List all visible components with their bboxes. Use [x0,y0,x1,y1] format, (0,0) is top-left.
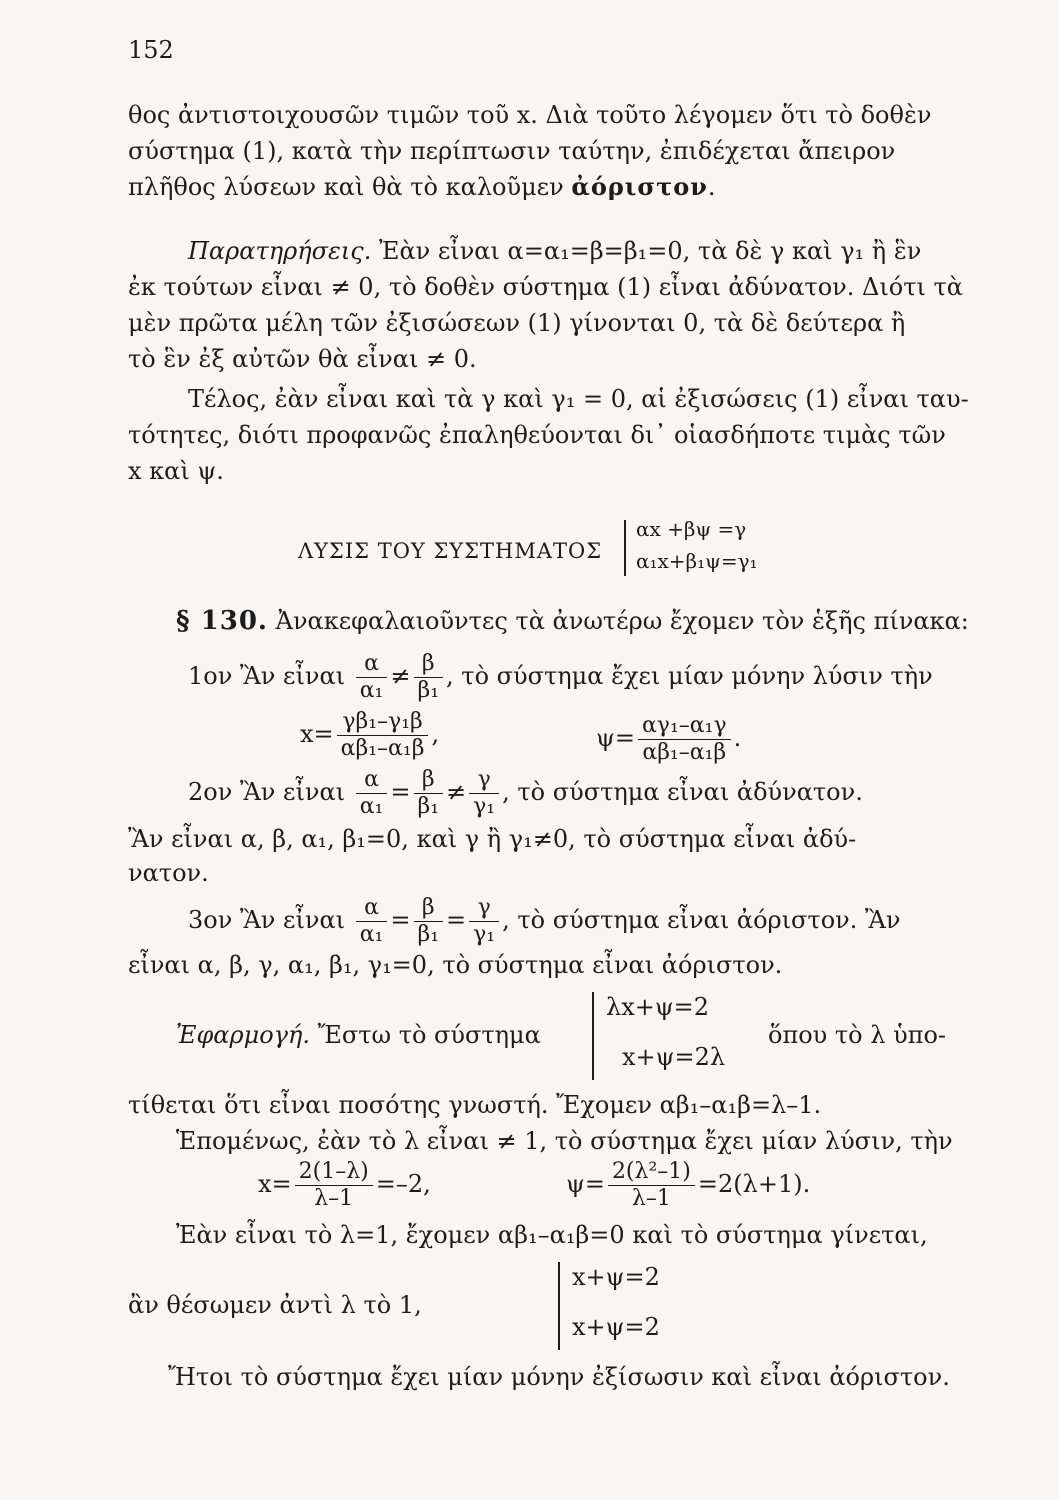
solution-y [596,712,741,766]
section-number: § 130. [176,606,268,636]
fraction-denominator: αβ₁–α₁β [340,736,425,761]
fraction-denominator: β₁ [417,794,440,819]
fraction-numerator: 2(λ²–1) [608,1159,695,1186]
case-3-text: , τὸ σύστημα εἶναι ἀόριστον. Ἂν [502,906,901,934]
text-line-9: τότητες, διότι προφανῶς ἐπαληθεύονται δι᾽ οἱασδήποτε τιμὰς τῶν [128,421,946,449]
fraction-beta [414,651,444,704]
fraction-denominator: γ₁ [473,794,496,819]
fraction-alpha [356,895,388,948]
text-line-1: θος ἀντιστοιχουσῶν τιμῶν τοῦ x. Διὰ τοῦτο λέγομεν ὅτι τὸ δοθὲν [128,101,932,129]
fraction-denominator: α₁ [359,922,384,947]
application-line [176,1020,541,1050]
case-2-line [188,766,863,820]
fraction-app-y [608,1159,695,1212]
y-result: =2(λ+1). [697,1170,811,1198]
solution-x [300,708,439,762]
case-1-line [188,650,933,704]
fraction-numerator: γ [469,767,499,794]
final-eq-2: x+ψ=2 [572,1313,660,1341]
equal-sign: = [390,906,411,934]
fraction-numerator: α [356,651,388,678]
application-line-5: ἂν θέσωμεν ἀντὶ λ τὸ 1, [128,1291,422,1319]
page-number: 152 [128,36,174,64]
case-1-label: 1ον Ἂν εἶναι [188,662,346,690]
final-eq-1: x+ψ=2 [572,1263,660,1291]
fraction-gamma [469,767,499,820]
fraction-app-x [295,1159,373,1212]
application-brace [592,992,594,1080]
fraction-numerator: γβ₁–γ₁β [337,709,429,736]
application-eq-2: x+ψ=2λ [622,1043,726,1071]
fraction-alpha [356,767,388,820]
text-line-8: Τέλος, ἐὰν εἶναι καὶ τὰ γ καὶ γ₁ = 0, αἱ ἐξισώσεις (1) εἶναι ταυ- [188,385,969,413]
application-line-3: Ἑπομένως, ἐὰν τὸ λ εἶναι ≠ 1, τὸ σύστημα ἔχει μίαν λύσιν, τὴν [176,1127,953,1155]
x-label: x= [258,1170,292,1198]
case-3-label: 3ον Ἂν εἶναι [188,906,346,934]
fraction-x [337,709,429,762]
fraction-denominator: α₁ [359,794,384,819]
text-line-2: σύστημα (1), κατὰ τὴν περίπτωσιν ταύτην, ἐπιδέχεται ἄπειρον [128,137,896,165]
fraction-numerator: β [414,895,444,922]
remarks-text: Ἐὰν εἶναι α=α₁=β=β₁=0, τὰ δὲ γ καὶ γ₁ ἢ ἓν [371,237,922,265]
application-title: Ἐφαρμογή. [176,1021,310,1049]
fraction-numerator: α [356,895,388,922]
fraction-denominator: α₁ [359,678,384,703]
y-label: ψ= [566,1170,605,1198]
y-label: ψ= [596,724,635,752]
fraction-denominator: β₁ [417,678,440,703]
fraction-numerator: β [414,651,444,678]
x-result: =–2, [375,1170,431,1198]
not-equal-sign: ≠ [446,778,467,806]
remarks-title: Παρατηρήσεις. [188,237,372,265]
application-line-4: Ἐὰν εἶναι τὸ λ=1, ἔχομεν αβ₁–α₁β=0 καὶ τὸ σύστημα γίνεται, [176,1221,928,1249]
text-line-3-start: πλῆθος λύσεων καὶ θὰ τὸ καλοῦμεν [128,173,572,201]
text-line-5: ἐκ τούτων εἶναι ≠ 0, τὸ δοθὲν σύστημα (1) εἶναι ἀδύνατον. Διότι τὰ [128,273,963,301]
fraction-beta [414,767,444,820]
fraction-denominator: γ₁ [473,922,496,947]
fraction-denominator: β₁ [417,922,440,947]
application-eq-1: λx+ψ=2 [606,993,710,1021]
section-text: Ἀνακεφαλαιοῦντες τὰ ἀνωτέρω ἔχομεν τὸν ἑξῆς πίνακα: [267,607,969,635]
text-line-3 [128,172,716,202]
term-aoriston: ἀόριστον [571,172,708,201]
case-3-extra: εἶναι α, β, γ, α₁, β₁, γ₁=0, τὸ σύστημα εἶναι ἀόριστον. [128,951,783,979]
fraction-numerator: αγ₁–α₁γ [638,713,731,740]
case-3-line [188,894,900,948]
fraction-beta [414,895,444,948]
equal-sign: = [446,906,467,934]
text-line-3-end: . [707,173,716,201]
fraction-denominator: αβ₁–α₁β [642,740,727,765]
section-heading: ΛΥΣΙΣ ΤΟΥ ΣΥΣΤΗΜΑΤΟΣ [298,539,603,563]
heading-eq-1: αx +βψ =γ [636,517,747,541]
fraction-y [638,713,731,766]
fraction-gamma [469,895,499,948]
application-text: Ἔστω τὸ σύστημα [310,1021,541,1049]
case-2-text: , τὸ σύστημα εἶναι ἀδύνατον. [502,778,863,806]
fraction-denominator: λ–1 [631,1186,671,1211]
conclusion-line: Ἤτοι τὸ σύστημα ἔχει μίαν μόνην ἐξίσωσιν καὶ εἶναι ἀόριστον. [168,1363,950,1391]
case-2-label: 2ον Ἂν εἶναι [188,778,346,806]
case-1-text: , τὸ σύστημα ἔχει μίαν μόνην λύσιν τὴν [446,662,933,690]
application-text-end: ὅπου τὸ λ ὑπο- [768,1021,947,1049]
app-solution-y [566,1158,810,1212]
text-line-6: μὲν πρῶτα μέλη τῶν ἐξισώσεων (1) γίνονται 0, τὰ δὲ δεύτερα ἢ [128,309,906,337]
heading-eq-2: α₁x+β₁ψ=γ₁ [636,549,758,573]
period: . [733,724,742,752]
section-130-line [176,606,969,636]
fraction-numerator: 2(1–λ) [295,1159,373,1186]
fraction-numerator: α [356,767,388,794]
text-line-7: τὸ ἓν ἐξ αὐτῶν θὰ εἶναι ≠ 0. [128,345,477,373]
case-2-extra: Ἂν εἶναι α, β, α₁, β₁=0, καὶ γ ἢ γ₁≠0, τὸ σύστημα εἶναι ἀδύ- [128,825,857,853]
comma: , [431,720,440,748]
app-solution-x [258,1158,431,1212]
fraction-alpha [356,651,388,704]
fraction-numerator: β [414,767,444,794]
final-brace [558,1262,560,1350]
not-equal-sign: ≠ [390,662,411,690]
application-line-2: τίθεται ὅτι εἶναι ποσότης γνωστή. Ἔχομεν αβ₁–α₁β=λ–1. [128,1091,822,1119]
heading-brace [624,520,626,576]
fraction-numerator: γ [469,895,499,922]
x-label: x= [300,720,334,748]
case-2-extra-end: νατον. [128,859,209,887]
text-line-10: x καὶ ψ. [128,457,224,485]
remarks-line [188,236,921,266]
fraction-denominator: λ–1 [314,1186,354,1211]
equal-sign: = [390,778,411,806]
